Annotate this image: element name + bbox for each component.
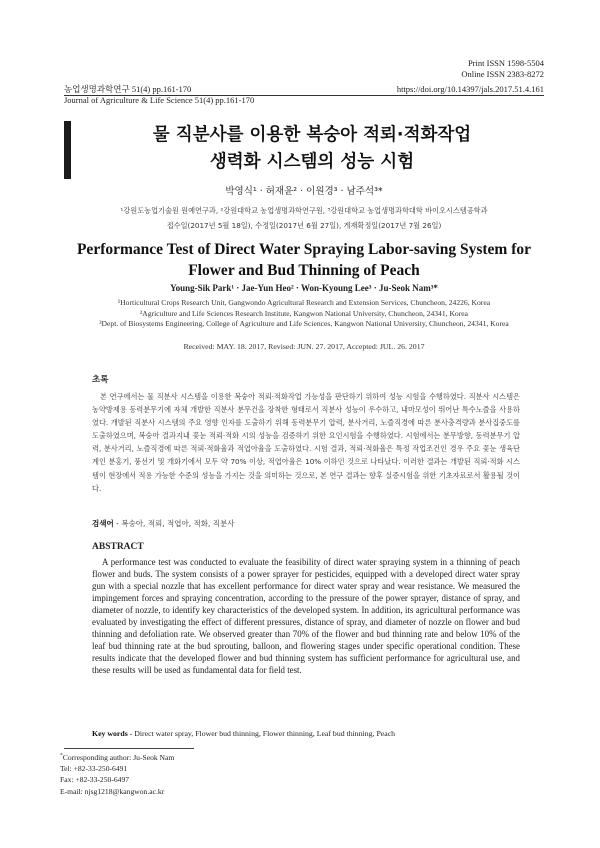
abstract-english-heading: ABSTRACT [92,542,144,552]
online-issn: Online ISSN 2383-8272 [461,69,544,79]
keywords-english [92,729,395,738]
affiliation-english-line3: ³Dept. of Biosystems Engineering, College of Agriculture and Life Sciences, Kangwon National University, Chuncheon, 24341, Korea [99,319,509,328]
keywords-korean-label: 검색어 [92,519,114,528]
issn-block [461,58,544,80]
title-korean-line1: 물 직분사를 이용한 복숭아 적뢰·적화작업 [152,125,472,145]
authors-english: Young-Sik Park¹ · Jae-Yun Heo² · Won-Kyoung Lee³ · Ju-Seok Nam³* [170,283,438,293]
abstract-korean-body: 본 연구에서는 물 직분사 시스템을 이용한 복숭아 적뢰·적화작업 가능성을 판단하기 위하여 성능 시험을 수행하였다. 직분사 시스템은 농약방제용 동력분무기에 자체 개발한 직분사 분무건을 장착한 형태로서 직분사 성능이 우수하고, 내마모성이 뛰어난 특수노즐을 사용하였다. 개발된 직분사 시스템의 주요 영향 인자를 도출하기 위해 동력분무기 압력, 분사거리, 노즐직경에 따른 분사충격량과 분사집중도를 도출하였으며, 복숭아 결과지내 꽃눈 적뢰·적화 시의 성능을 검증하기 위한 요인시험을 수행하였다. 시험에서는 분무방향, 동력분무기 압력, 분사거리, 노즐직경에 따른 적뢰·적화율과 적엽아율을 도출하였다. 시험 결과, 적뢰·적화율은 특정 작업조건인 경우 주요 꽃눈 생육단계인 분홍기, 풍선기 및 개화기에서 모두 약 70% 이상, 적엽아율은 10% 이하인 것으로 나타났다. 이러한 결과는 개발된 직뢰·적화 시스템이 현장에서 적용 가능한 수준의 성능을 가지는 것을 의미하는 것으로, 본 연구 결과는 향후 실증시험을 위한 기초자료로서 활용될 것이다. [92,392,520,493]
title-korean-line2: 생력화 시스템의 성능 시험 [209,152,415,172]
abstract-korean-heading: 초록 [92,375,109,385]
corresponding-author: *Corresponding author: Ju-Seok Nam [60,752,175,762]
title-english-line2: Flower and Bud Thinning of Peach [188,262,420,279]
journal-en: Journal of Agriculture & Life Science 51(4) pp.161-170 [64,95,255,105]
journal-ko: 농업생명과학연구 51(4) pp.161-170 [64,84,192,94]
print-issn: Print ISSN 1598-5504 [467,58,544,68]
title-english [64,239,544,281]
keywords-korean-list: - 복숭아, 적뢰, 적엽아, 적화, 직분사 [113,519,235,528]
title-accent-bar [64,121,71,179]
affiliations-korean [64,203,544,233]
keywords-english-label: Key words [92,729,128,738]
received-dates: Received: MAY. 18. 2017, Revised: JUN. 27. 2017, Accepted: JUL. 26. 2017 [183,342,425,351]
affiliation-korean-line1: ¹강원도농업기술원 원예연구과, ²강원대학교 농업생명과학연구원, ³강원대학교 농업생명과학대학 바이오시스템공학과 [120,206,488,215]
fax: Fax: +82-33-250-6497 [60,775,130,785]
header-divider [64,95,544,96]
affiliation-english-line1: ¹Horticultural Crops Research Unit, Gangwondo Agricultural Research and Extension Services, Chuncheon, 24226, Korea [117,298,491,307]
doi-link[interactable]: https://doi.org/10.14397/jals.2017.51.4.161 [396,84,544,94]
telephone: Tel: +82-33-250-6491 [60,764,128,774]
authors-korean: 박영식¹ · 허재윤² · 이원경³ · 남주석³* [225,186,383,197]
abstract-english-body: A performance test was conducted to evaluate the feasibility of direct water spraying system in a thinning of peach flower and buds. The system consists of a power sprayer for pesticides, equipped with a developed direct water spray gun with a special nozzle that has excellent performance for direct water spray and wear resistance. We measured the impingement forces and spraying concentration, according to the pressure of the power sprayer, distance of spray, and diameter of nozzle, to identify key characteristics of the developed system. In addition, its agricultural performance was evaluated by investigating the effect of different pressures, distance of spray, and diameter of nozzle on flower and bud thinning and defoliation rate. We observed greater than 70% of the flower and bud thinning rate and below 10% of the leaf bud thinning rate at the bud sprouting, balloon, and flowering stages under specific operational condition. These results indicate that the developed flower and bud thinning system has sufficient performance for agricultural use, and these results will be used as fundamental data for field test. [92,557,520,675]
footnote-divider [64,748,194,749]
keywords-korean [92,518,234,529]
dates-korean: 접수일(2017년 5월 18일), 수정일(2017년 6월 27일), 게재확정일(2017년 7월 26일) [166,221,442,230]
affiliation-english-line2: ²Agriculture and Life Sciences Research Institute, Kangwon National University, Chuncheon, 24341, Korea [139,308,468,318]
footnotes [60,752,174,797]
email[interactable]: E-mail: njsg1218@kangwon.ac.kr [60,786,165,796]
title-korean [80,122,544,176]
affiliations-english [64,298,544,330]
keywords-english-list: - Direct water spray, Flower bud thinning, Flower thinning, Leaf bud thinning, Peach [127,729,396,738]
title-english-line1: Performance Test of Direct Water Spraying Labor-saving System for [76,241,532,258]
